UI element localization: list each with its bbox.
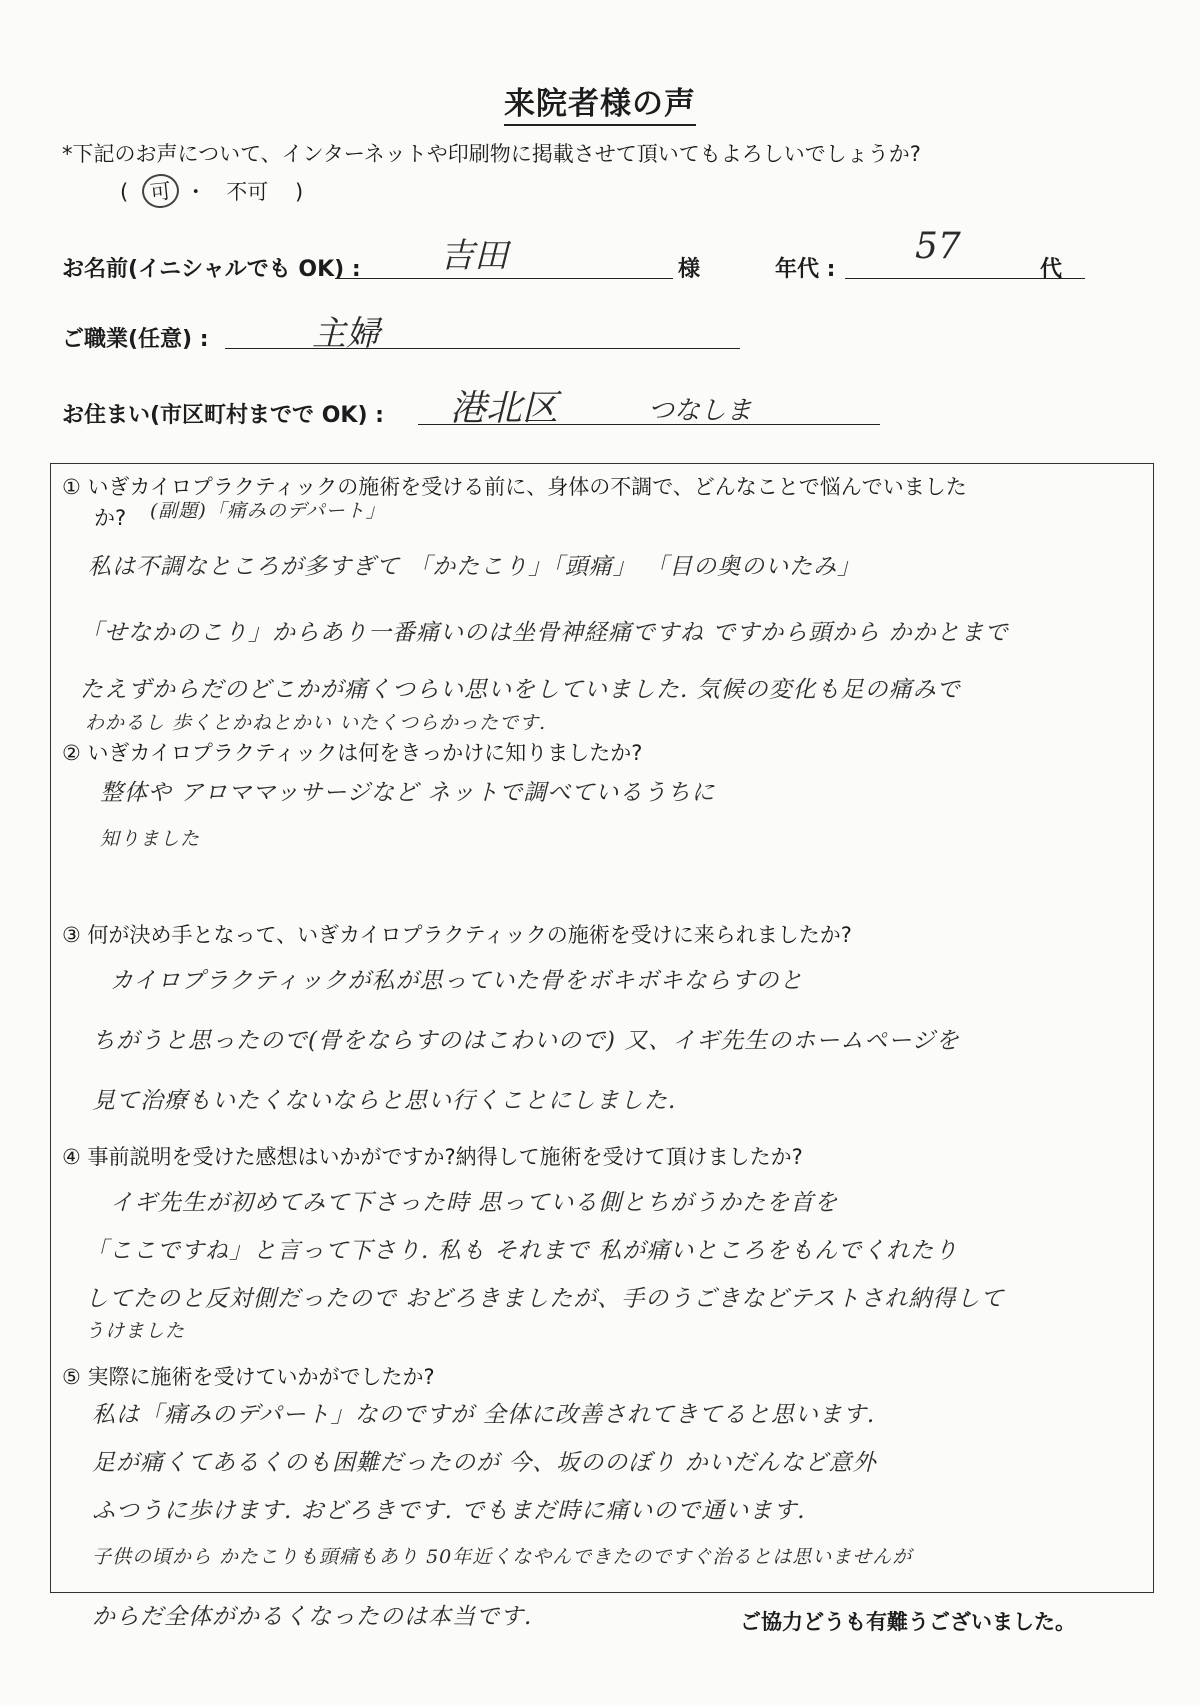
job-value: 主婦 [312, 314, 380, 354]
answer-2-line-2: 知りました [100, 828, 201, 850]
name-value: 吉田 [440, 236, 508, 276]
question-2 [62, 738, 642, 768]
question-3-number: ③ [62, 923, 81, 947]
address-value-2: つなしま [648, 396, 753, 426]
answer-5-line-4: 子供の頃から かたこりも頭痛もあり 50年近くなやんできたのですぐ治るとは思いませんが [92, 1546, 913, 1568]
question-1-text: いぎカイロプラクティックの施術を受ける前に、身体の不調で、どんなことで悩んでいました [87, 475, 967, 499]
answer-1-line-4: たえずからだのどこかが痛くつらい思いをしていました. 気候の変化も足の痛みで [80, 677, 961, 703]
answer-4-line-4: うけました [85, 1320, 186, 1342]
answer-4-line-2: 「ここですね」と言って下さり. 私も それまで 私が痛いところをもんでくれたり [85, 1238, 959, 1264]
closing-thanks: ご協力どうも有難うございました。 [740, 1610, 1076, 1634]
answer-4-line-3: してたのと反対側だったので おどろきましたが、手のうごきなどテストされ納得して [85, 1286, 1005, 1312]
answer-1-line-2: 私は不調なところが多すぎて 「かたこり」「頭痛」 「目の奥のいたみ」 [88, 554, 862, 580]
page-title-text: 来院者様の声 [504, 86, 696, 126]
answer-4-line-1: イギ先生が初めてみて下さった時 思っている側とちがうかたを首を [110, 1190, 839, 1216]
question-5-number: ⑤ [62, 1365, 81, 1389]
answer-1-line-1: (副題)「痛みのデパート」 [150, 500, 386, 522]
age-label: 年代 : [775, 257, 836, 282]
consent-close-paren: ) [294, 180, 304, 204]
address-label: お住まい(市区町村までで OK) : [62, 403, 384, 428]
answer-5-line-3: ふつうに歩けます. おどろきです. でもまだ時に痛いので通います. [92, 1498, 806, 1524]
answer-3-line-2: ちがうと思ったので(骨をならすのはこわいので) 又、イギ先生のホームページを [92, 1028, 960, 1054]
consent-no: 不可 [226, 180, 269, 204]
job-underline [225, 348, 740, 349]
answer-5-line-2: 足が痛くてあるくのも困難だったのが 今、坂ののぼり かいだんなど意外 [92, 1450, 877, 1476]
answer-5-line-5: からだ全体がかるくなったのは本当です. [92, 1604, 533, 1630]
question-1 [62, 472, 967, 502]
age-suffix: 代 [1040, 257, 1063, 282]
page-title [0, 78, 1200, 123]
question-4-text: 事前説明を受けた感想はいかがですか?納得して施術を受けて頂けましたか? [87, 1145, 803, 1169]
answer-1-line-5: わかるし 歩くとかねとかい いたくつらかったです. [85, 712, 547, 734]
consent-choice [120, 174, 303, 208]
address-value: 港北区 [450, 388, 559, 429]
answer-3-line-3: 見て治療もいたくないならと思い行くことにしました. [92, 1088, 677, 1114]
question-2-number: ② [62, 741, 81, 765]
name-underline [335, 278, 673, 279]
answer-3-line-1: カイロプラクティックが私が思っていた骨をボキボキならすのと [110, 968, 804, 994]
name-suffix: 様 [678, 257, 701, 282]
question-1-text-cont: か? [94, 506, 127, 530]
consent-yes-circled: 可 [140, 172, 180, 210]
consent-dot: ・ [185, 180, 207, 204]
question-5 [62, 1362, 435, 1392]
question-1-number: ① [62, 475, 81, 499]
answer-5-line-1: 私は「痛みのデパート」なのですが 全体に改善されてきてると思います. [92, 1402, 876, 1428]
question-5-text: 実際に施術を受けていかがでしたか? [87, 1365, 435, 1389]
question-4-number: ④ [62, 1145, 81, 1169]
question-2-text: いぎカイロプラクティックは何をきっかけに知りましたか? [87, 741, 643, 765]
question-4 [62, 1142, 803, 1172]
job-label: ご職業(任意) : [62, 327, 209, 352]
consent-open-paren: ( [120, 180, 129, 204]
consent-question: *下記のお声について、インターネットや印刷物に掲載させて頂いてもよろしいでしょうか? [62, 142, 921, 166]
age-value: 57 [915, 226, 961, 267]
answer-1-line-3: 「せなかのこり」からあり一番痛いのは坐骨神経痛ですね ですから頭から かかとまで [80, 620, 1009, 646]
question-3-text: 何が決め手となって、いぎカイロプラクティックの施術を受けに来られましたか? [87, 923, 852, 947]
name-label: お名前(イニシャルでも OK) : [62, 257, 361, 282]
answer-2-line-1: 整体や アロママッサージなど ネットで調べているうちに [100, 780, 716, 806]
question-3 [62, 920, 852, 950]
